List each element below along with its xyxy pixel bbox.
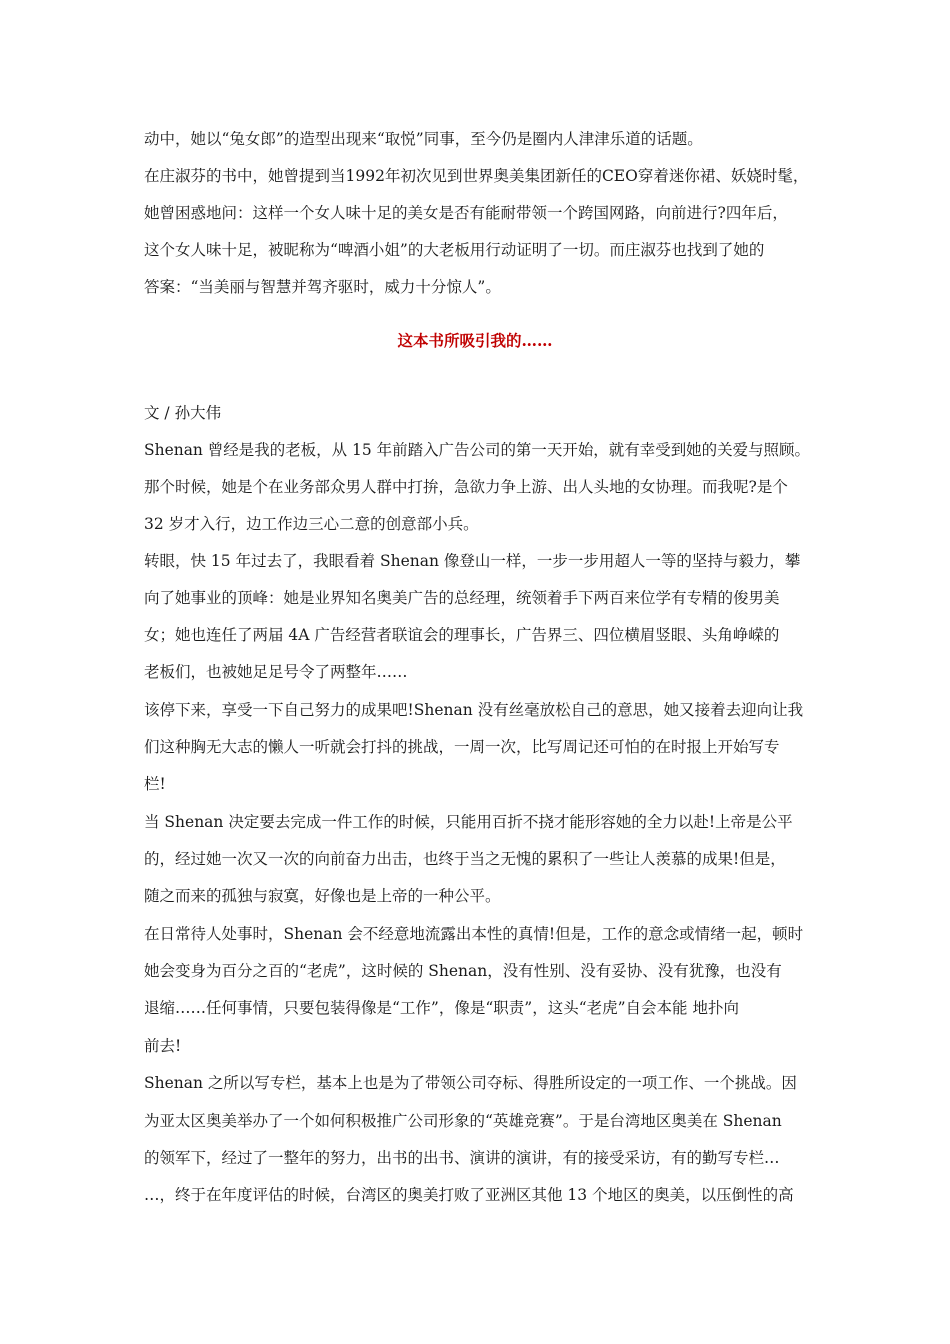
paragraph-line: 老板们，也被她足足号令了两整年……: [144, 663, 408, 681]
paragraph-line: 的领军下，经过了一整年的努力，出书的出书、演讲的演讲，有的接受采访，有的勤写专栏…: [144, 1149, 780, 1167]
paragraph-line: 转眼，快 15 年过去了，我眼看着 Shenan 像登山一样，一步一步用超人一等的坚持与毅力，攀: [144, 552, 801, 570]
paragraph-line: 答案：“当美丽与智慧并驾齐驱时，威力十分惊人”。: [144, 278, 501, 296]
paragraph-line: 动中，她以“兔女郎”的造型出现来“取悦”同事，至今仍是圈内人津津乐道的话题。: [144, 130, 703, 148]
paragraph-line: 她曾困惑地问：这样一个女人味十足的美女是否有能耐带领一个跨国网路，向前进行?四年后，: [144, 204, 788, 222]
paragraph-line: 们这种胸无大志的懒人一听就会打抖的挑战，一周一次，比写周记还可怕的在时报上开始写专: [144, 738, 780, 756]
paragraph-line: 当 Shenan 决定要去完成一件工作的时候，只能用百折不挠才能形容她的全力以赴!上帝是公平: [144, 813, 793, 831]
paragraph-line: 的，经过她一次又一次的向前奋力出击，也终于当之无愧的累积了一些让人羡慕的成果!但是，: [144, 850, 786, 868]
paragraph-line: 那个时候，她是个在业务部众男人群中打拚，急欲力争上游、出人头地的女协理。而我呢?是个: [144, 478, 788, 496]
paragraph-line: 这个女人味十足，被昵称为“啤酒小姐”的大老板用行动证明了一切。而庄淑芬也找到了她的: [144, 241, 765, 259]
paragraph-line: …，终于在年度评估的时候，台湾区的奥美打败了亚洲区其他 13 个地区的奥美，以压倒性的高: [144, 1186, 794, 1204]
paragraph-line: 前去!: [144, 1037, 182, 1055]
section-heading: 这本书所吸引我的……: [397, 331, 553, 350]
paragraph-line: 退缩……任何事情，只要包装得像是“工作”，像是“职责”，这头“老虎”自会本能 地扑向: [144, 999, 739, 1017]
paragraph-line: 随之而来的孤独与寂寞，好像也是上帝的一种公平。: [144, 887, 501, 905]
paragraph-line: Shenan 曾经是我的老板，从 15 年前踏入广告公司的第一天开始，就有幸受到她的关爱与照顾。: [144, 441, 810, 459]
paragraph-line: 为亚太区奥美举办了一个如何积极推广公司形象的“英雄竞赛”。于是台湾地区奥美在 Shenan: [144, 1112, 782, 1130]
paragraph-line: 该停下来，享受一下自己努力的成果吧!Shenan 没有丝毫放松自己的意思，她又接着去迎向让我: [144, 701, 804, 719]
paragraph-line: 栏!: [144, 775, 166, 793]
paragraph-line: 女；她也连任了两届 4A 广告经营者联谊会的理事长，广告界三、四位横眉竖眼、头角峥嵘的: [144, 626, 780, 644]
author-line: 文 / 孙大伟: [144, 404, 222, 422]
paragraph-line: Shenan 之所以写专栏，基本上也是为了带领公司夺标、得胜所设定的一项工作、一个挑战。因: [144, 1074, 797, 1092]
paragraph-line: 在日常待人处事时，Shenan 会不经意地流露出本性的真情!但是，工作的意念或情绪一起，顿时: [144, 925, 804, 943]
paragraph-line: 在庄淑芬的书中，她曾提到当1992年初次见到世界奥美集团新任的CEO穿着迷你裙、妖娆时髦，: [144, 167, 809, 185]
paragraph-line: 向了她事业的顶峰：她是业界知名奥美广告的总经理，统领着手下两百来位学有专精的俊男美: [144, 589, 780, 607]
paragraph-line: 她会变身为百分之百的“老虎”，这时候的 Shenan，没有性别、没有妥协、没有犹豫，也没有: [144, 962, 782, 980]
paragraph-line: 32 岁才入行，边工作边三心二意的创意部小兵。: [144, 515, 479, 533]
